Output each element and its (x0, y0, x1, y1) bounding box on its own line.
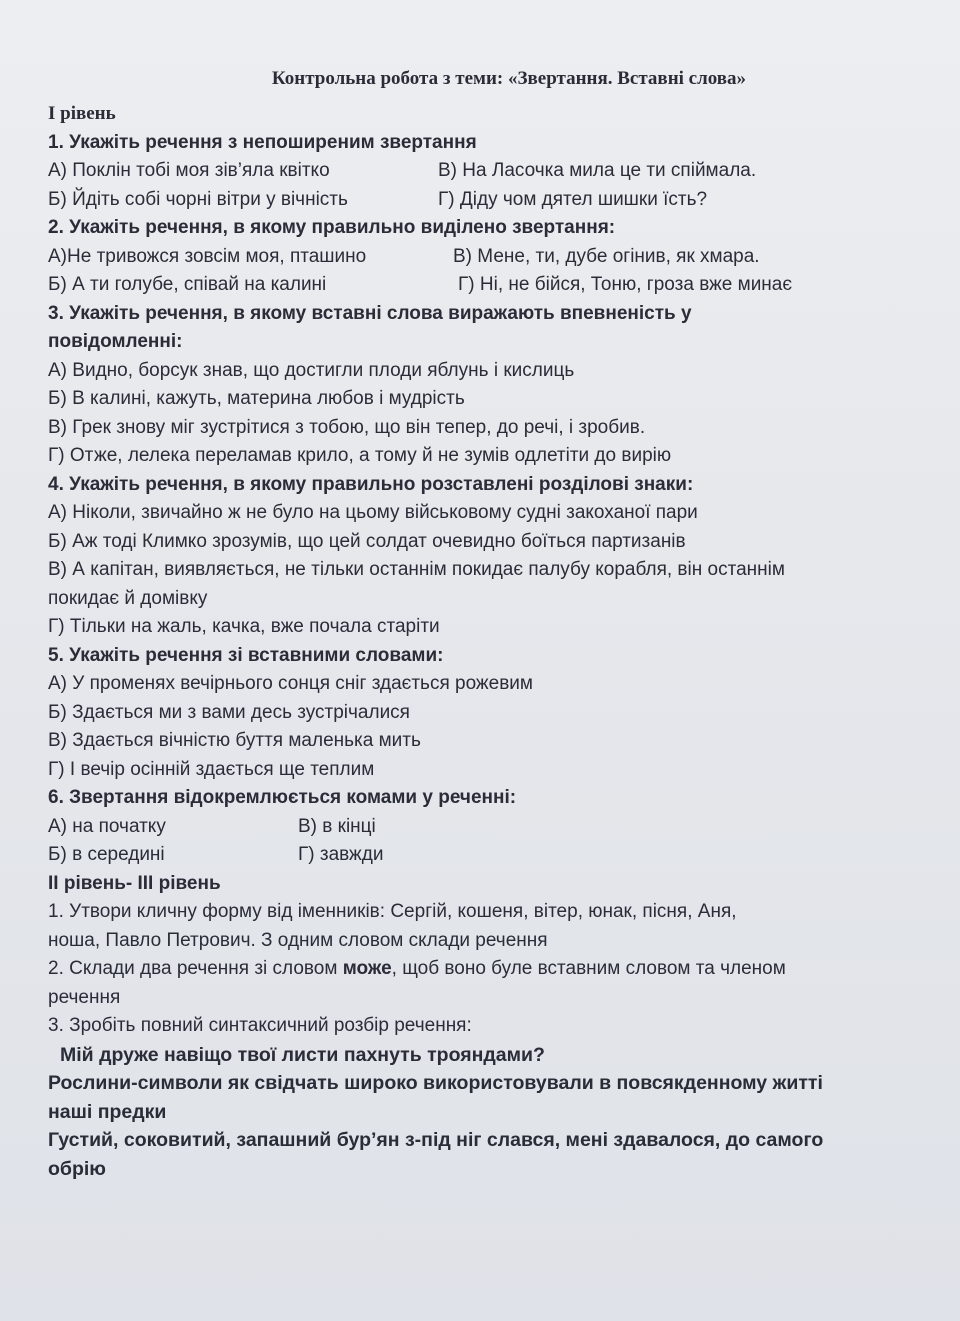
option-2b: Б) А ти голубе, співай на калині (48, 274, 327, 295)
page-title: Контрольна робота з теми: «Звертання. Вставні слова» (271, 68, 747, 89)
task-1-line-2: ноша, Павло Петрович. З одним словом склади речення (48, 929, 548, 951)
question-6: 6. Звертання відокремлюється комами у реченні: (48, 787, 517, 808)
option-4b: Б) Аж тоді Климко зрозумів, що цей солдат очевидно боїться партизанів (48, 530, 686, 552)
sentence-1: Мій друже навіщо твої листи пахнуть трояндами? (60, 1043, 545, 1066)
task-2-line-1 (48, 955, 940, 984)
option-2v: В) Мене, ти, дубе огінив, як хмара. (453, 245, 760, 267)
option-3b: Б) В калині, кажуть, материна любов і мудрість (48, 388, 465, 409)
option-6v: В) в кінці (298, 815, 376, 837)
option-6b: Б) в середині (48, 844, 165, 865)
question-2-options-row-1 (48, 243, 940, 272)
question-1: 1. Укажіть речення з непоширеним звертання (48, 131, 477, 153)
task-2-text-end: , щоб воно буле вставним словом та членом (391, 958, 786, 979)
option-4a: А) Ніколи, звичайно ж не було на цьому військовому судні закоханої пари (48, 502, 698, 523)
option-1g: Г) Діду чом дятел шишки їсть? (438, 188, 708, 210)
option-2a: А)Не тривожся зовсім моя, пташино (48, 245, 367, 267)
question-3-line-2: повідомленні: (48, 331, 183, 352)
option-5v: В) Здається вічністю буття маленька мить (48, 730, 421, 751)
sentence-3-line-2: обрію (48, 1157, 106, 1180)
option-3v: В) Грек знову міг зустрітися з тобою, що він тепер, до речі, і зробив. (48, 416, 646, 438)
task-2-text-start: 2. Склади два речення зі словом (48, 958, 343, 979)
option-3g: Г) Отже, лелека переламав крило, а тому й не зумів одлетіти до вирію (48, 445, 672, 466)
task-1-line-1: 1. Утвори кличну форму від іменників: Сергій, кошеня, вітер, юнак, пісня, Аня, (48, 901, 737, 922)
question-1-options-row-2 (48, 186, 940, 215)
question-3-line-1: 3. Укажіть речення, в якому вставні слова виражають впевненість у (48, 302, 692, 324)
option-6a: А) на початку (48, 815, 166, 837)
level-2-3-heading: ІІ рівень- ІІІ рівень (48, 872, 221, 894)
question-6-options-row-1 (48, 813, 940, 842)
level-1-heading: І рівень (48, 103, 116, 124)
option-5b: Б) Здається ми з вами десь зустрічалися (48, 701, 410, 723)
question-4: 4. Укажіть речення, в якому правильно розставлені розділові знаки: (48, 473, 694, 495)
option-4v-line-1: В) А капітан, виявляється, не тільки останнім покидає палубу корабля, він останнім (48, 559, 785, 580)
option-3a: А) Видно, борсук знав, що достигли плоди яблунь і кислиць (48, 359, 575, 381)
option-1b: Б) Йдіть собі чорні вітри у вічність (48, 188, 348, 210)
sentence-2-line-1: Рослини-символи як свідчать широко використовували в повсякденному житті (48, 1072, 823, 1094)
question-6-options-row-2 (48, 841, 940, 870)
task-3-sentences (48, 1041, 940, 1184)
task-3-question: 3. Зробіть повний синтаксичний розбір речення: (48, 1015, 472, 1036)
option-1v: В) На Ласочка мила це ти спіймала. (438, 160, 757, 181)
sentence-2-line-2: наші предки (48, 1100, 167, 1123)
option-6g: Г) завжди (298, 844, 384, 865)
task-2-line-2: речення (48, 986, 121, 1008)
question-2: 2. Укажіть речення, в якому правильно виділено звертання: (48, 217, 616, 238)
option-5a: А) У променях вечірнього сонця сніг здається рожевим (48, 673, 533, 694)
sentence-3-line-1: Густий, соковитий, запашний бур’ян з-під ніг слався, мені здавалося, до самого (48, 1129, 824, 1151)
option-4v-line-2: покидає й домівку (48, 587, 208, 609)
question-1-options-row-1 (48, 157, 940, 186)
question-2-options-row-2 (48, 271, 940, 300)
question-5: 5. Укажіть речення зі вставними словами: (48, 644, 444, 666)
option-4g: Г) Тільки на жаль, качка, вже почала старіти (48, 616, 440, 637)
option-1a: А) Поклін тобі моя зів’яла квітко (48, 160, 330, 181)
task-2-keyword: може (342, 958, 392, 979)
option-5g: Г) І вечір осінній здається ще теплим (48, 758, 375, 780)
option-2g: Г) Ні, не бійся, Тоню, гроза вже минає (458, 274, 793, 295)
